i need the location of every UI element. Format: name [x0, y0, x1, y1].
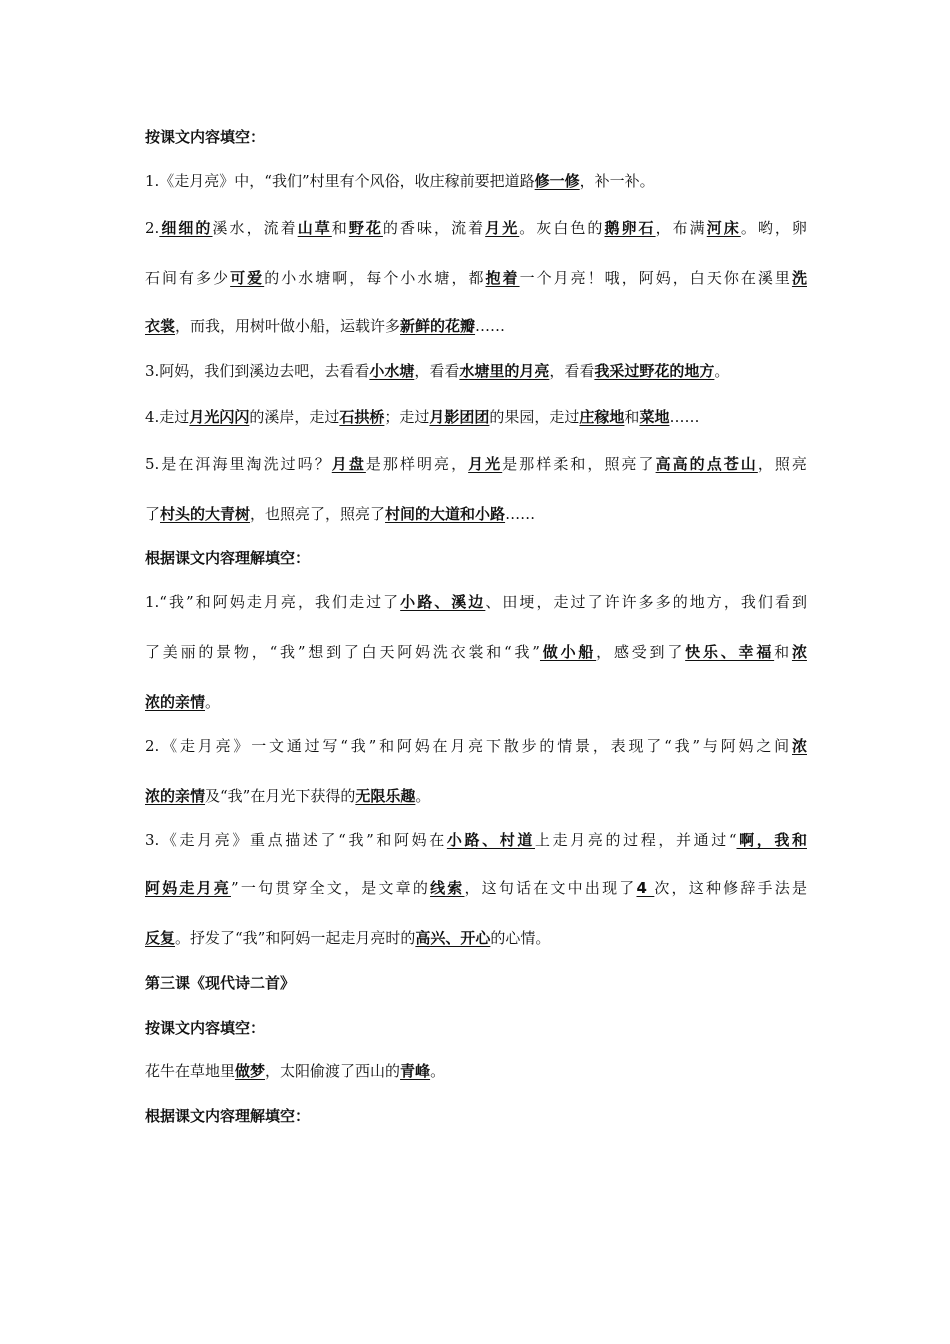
- answer-blank: 快乐、幸福: [685, 643, 775, 661]
- text-line: [145, 877, 807, 899]
- line-text: 1.“我”和阿妈走月亮，我们走过了: [145, 593, 401, 611]
- answer-blank: 新鲜的花瓣: [400, 317, 476, 335]
- line-text: 的溪岸，走过: [249, 408, 340, 426]
- answer-blank: 线索: [430, 879, 465, 897]
- text-line: [145, 1060, 807, 1082]
- text-line: [145, 691, 807, 713]
- line-text: 5.是在洱海里淘洗过吗？: [145, 455, 332, 473]
- line-text: 的小水塘啊，每个小水塘，都: [264, 269, 486, 287]
- line-text: ，看看: [414, 362, 460, 380]
- answer-blank: 小路、溪边: [400, 593, 486, 611]
- text-line: [145, 360, 807, 382]
- answer-blank: 洗: [791, 269, 807, 287]
- answer-blank: 小水塘: [369, 362, 415, 380]
- line-text: 一个月亮！哦，阿妈，白天你在溪里: [519, 269, 792, 287]
- line-text: 和: [624, 408, 640, 426]
- line-text: 3.《走月亮》重点描述了“我”和阿妈在: [145, 831, 447, 849]
- answer-blank: 浓的亲情: [145, 787, 206, 805]
- line-text: ，布满: [655, 219, 707, 237]
- text-line: [145, 829, 807, 851]
- line-text: ，太阳偷渡了西山的: [265, 1062, 401, 1080]
- line-text: ……: [475, 317, 506, 335]
- line-text: ，看看: [549, 362, 595, 380]
- answer-blank: 野花: [348, 219, 383, 237]
- line-text: ……: [669, 408, 700, 426]
- line-text: ，照亮: [757, 455, 807, 473]
- line-text: 上走月亮的过程，并通过“: [534, 831, 737, 849]
- line-text: 的心情。: [490, 929, 551, 947]
- line-text: 和: [331, 219, 349, 237]
- line-text: 溪水，流着: [212, 219, 298, 237]
- answer-blank: 高兴、开心: [415, 929, 491, 947]
- section-heading: 按课文内容填空：: [145, 128, 266, 146]
- answer-blank: 河床: [706, 219, 741, 237]
- line-text: 了美丽的景物，“我”想到了白天阿妈洗衣裳和“我”: [145, 643, 540, 661]
- text-line: [145, 735, 807, 757]
- line-text: ，这句话在文中出现了: [464, 879, 637, 897]
- line-text: ，也照亮了，照亮了: [250, 505, 386, 523]
- text-line: [145, 927, 807, 949]
- answer-blank: 无限乐趣: [355, 787, 416, 805]
- answer-blank: 细细的: [159, 219, 213, 237]
- text-line: [145, 217, 807, 239]
- answer-blank: 啊，我和: [736, 831, 807, 849]
- text-line: [145, 315, 807, 337]
- line-text: 2.《走月亮》一文通过写“我”和阿妈在月亮下散步的情景，表现了“我”与阿妈之间: [145, 737, 792, 755]
- answer-blank: 庄稼地: [579, 408, 625, 426]
- text-line: [145, 503, 807, 525]
- answer-blank: 小路、村道: [446, 831, 535, 849]
- answer-blank: 4: [636, 879, 655, 897]
- answer-blank: 鹅卵石: [604, 219, 656, 237]
- answer-blank: 做小船: [539, 643, 597, 661]
- section-heading: 按课文内容填空：: [145, 1019, 266, 1037]
- answer-blank: 衣裳: [145, 317, 176, 335]
- line-text: 的果园，走过: [489, 408, 580, 426]
- line-text: 1.《走月亮》中，“我们”村里有个风俗，收庄稼前要把道路: [145, 172, 535, 190]
- answer-blank: 山草: [297, 219, 332, 237]
- line-text: 。抒发了“我”和阿妈一起走月亮时的: [175, 929, 416, 947]
- answer-blank: 石拱桥: [339, 408, 385, 426]
- answer-blank: 水塘里的月亮: [459, 362, 550, 380]
- line-text: 、田埂，走过了许许多多的地方，我们看到: [485, 593, 807, 611]
- line-text: ……: [505, 505, 536, 523]
- answer-blank: 浓的亲情: [145, 693, 206, 711]
- text-line: [145, 170, 807, 192]
- line-text: 。: [430, 1062, 446, 1080]
- line-text: 及“我”在月光下获得的: [205, 787, 356, 805]
- answer-blank: 菜地: [639, 408, 670, 426]
- section-heading: 根据课文内容理解填空：: [145, 1107, 311, 1125]
- text-line: [145, 453, 807, 475]
- answer-blank: 高高的点苍山: [655, 455, 758, 473]
- line-text: 是那样明亮，: [365, 455, 469, 473]
- answer-blank: 阿妈走月亮: [145, 879, 231, 897]
- section-heading: 第三课《现代诗二首》: [145, 974, 296, 992]
- line-text: 2.: [145, 219, 160, 237]
- line-text: 花牛在草地里: [145, 1062, 236, 1080]
- answer-blank: 村间的大道和小路: [385, 505, 506, 523]
- answer-blank: 修一修: [534, 172, 580, 190]
- text-line: [145, 406, 807, 428]
- line-text: 。灰白色的: [519, 219, 605, 237]
- answer-blank: 月盘: [331, 455, 366, 473]
- answer-blank: 村头的大青树: [160, 505, 251, 523]
- line-text: ”一句贯穿全文，是文章的: [231, 879, 431, 897]
- section-heading: 根据课文内容理解填空：: [145, 549, 311, 567]
- line-text: 和: [774, 643, 792, 661]
- answer-blank: 月影团团: [429, 408, 490, 426]
- answer-blank: 月光闪闪: [189, 408, 250, 426]
- line-text: 的香味，流着: [382, 219, 486, 237]
- answer-blank: 青峰: [400, 1062, 431, 1080]
- text-line: [145, 785, 807, 807]
- text-line: [145, 267, 807, 289]
- line-text: 。: [714, 362, 730, 380]
- line-text: 。哟，卵: [740, 219, 807, 237]
- line-text: ，而我，用树叶做小船，运载许多: [175, 317, 401, 335]
- line-text: ；走过: [384, 408, 430, 426]
- line-text: 次，这种修辞手法是: [654, 879, 807, 897]
- answer-blank: 浓: [791, 643, 807, 661]
- answer-blank: 抱着: [485, 269, 520, 287]
- line-text: 是那样柔和，照亮了: [502, 455, 656, 473]
- answer-blank: 反复: [145, 929, 176, 947]
- line-text: 。: [205, 693, 221, 711]
- answer-blank: 月光: [468, 455, 503, 473]
- text-line: [145, 591, 807, 613]
- line-text: 。: [415, 787, 431, 805]
- answer-blank: 月光: [485, 219, 520, 237]
- answer-blank: 做梦: [235, 1062, 266, 1080]
- answer-blank: 可爱: [230, 269, 265, 287]
- line-text: ，补一补。: [579, 172, 655, 190]
- line-text: 了: [145, 505, 161, 523]
- answer-blank: 我采过野花的地方: [594, 362, 715, 380]
- line-text: 3.阿妈，我们到溪边去吧，去看看: [145, 362, 370, 380]
- line-text: 石间有多少: [145, 269, 231, 287]
- answer-blank: 浓: [791, 737, 807, 755]
- line-text: 4.走过: [145, 408, 190, 426]
- line-text: ，感受到了: [596, 643, 686, 661]
- text-line: [145, 641, 807, 663]
